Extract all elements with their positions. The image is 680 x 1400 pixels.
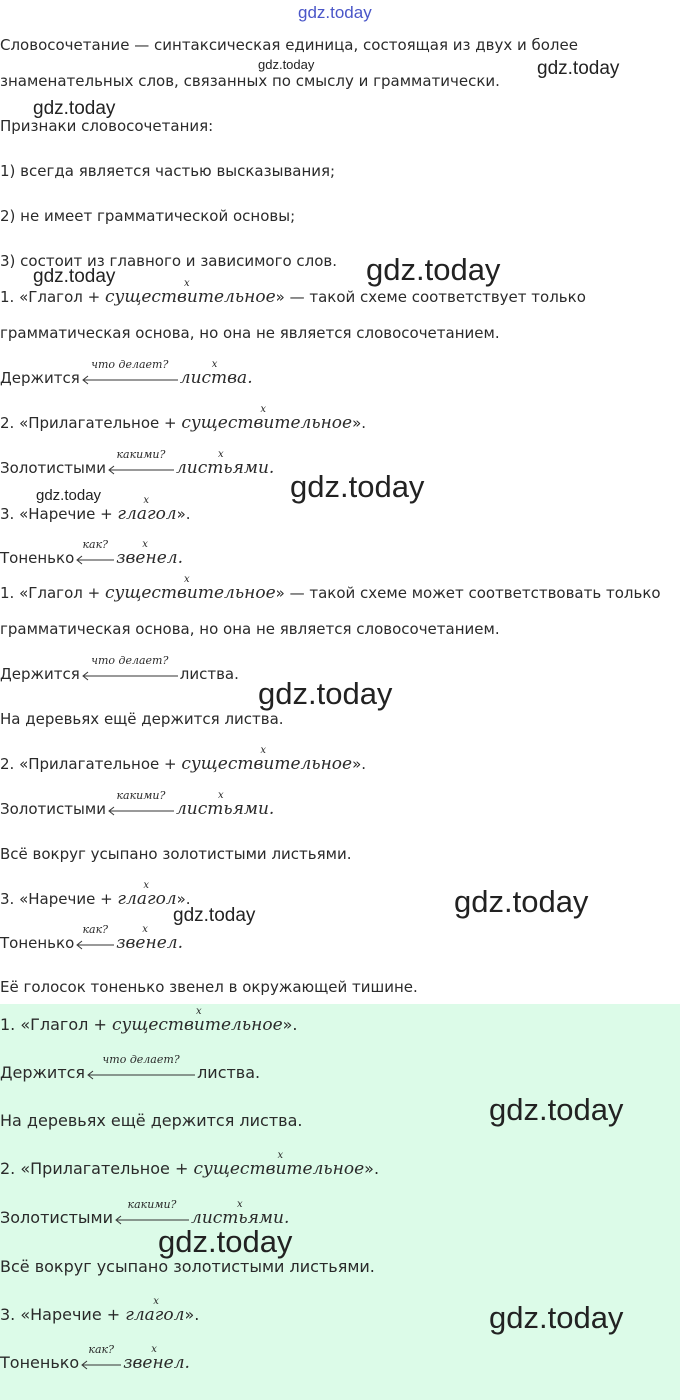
example-sentence: На деревьях ещё держится листва. [0, 710, 284, 728]
watermark: gdz.today [33, 266, 116, 287]
noun-word: существительное x [181, 413, 352, 433]
example-sentence: Её голосок тоненько звенел в окружающей тишине. [0, 978, 418, 996]
x-mark: x [237, 1199, 243, 1210]
dependent-word: листьями x [176, 458, 269, 478]
x-mark: x [151, 1344, 157, 1355]
definition-line-1: Словосочетание — синтаксическая единица, состоящая из двух и более [0, 36, 578, 54]
scheme-3: 3. «Наречие + глагол x ». [0, 1305, 199, 1325]
arrow-left-icon: как? [76, 553, 114, 563]
x-mark: x [195, 1006, 202, 1017]
x-mark: x [183, 278, 190, 289]
verb-word: глагол x [125, 1305, 184, 1325]
watermark: gdz.today [366, 252, 501, 287]
x-mark: x [142, 924, 148, 935]
verb-word: глагол x [117, 504, 176, 524]
watermark: gdz.today [258, 57, 315, 72]
dependent-word: звенел x [123, 1353, 184, 1373]
watermark: gdz.today [489, 1092, 624, 1127]
definition-line-2: знаменательных слов, связанных по смыслу и грамматически. [0, 72, 500, 90]
sign-item: 3) состоит из главного и зависимого слов. [0, 252, 338, 270]
sign-item: 2) не имеет грамматической основы; [0, 207, 296, 225]
arrow-left-icon: что делает? [82, 373, 178, 383]
x-mark: x [153, 1296, 159, 1307]
noun-word: существительное x [105, 287, 276, 307]
arrow-left-icon: что делает? [87, 1068, 195, 1078]
example-sentence: Всё вокруг усыпано золотистыми листьями. [0, 1257, 375, 1276]
arrow-left-icon: как? [76, 938, 114, 948]
x-mark: x [211, 359, 218, 370]
watermark: gdz.today [36, 487, 102, 504]
dependent-word: звенел x [116, 933, 177, 953]
answer-box [0, 1004, 680, 1400]
dependent-word: звенел x [116, 548, 177, 568]
sign-item: 1) всегда является частью высказывания; [0, 162, 336, 180]
x-mark: x [143, 495, 150, 506]
scheme-3: 3. «Наречие + глагол x ». [0, 889, 191, 909]
x-mark: x [143, 880, 150, 891]
arrow-left-icon: какими? [115, 1213, 189, 1223]
verb-word: глагол x [117, 889, 176, 909]
x-mark: x [277, 1150, 284, 1161]
arrow-left-icon: какими? [108, 463, 174, 473]
scheme-1: 1. «Глагол + существительное x ». [0, 1015, 298, 1035]
watermark: gdz.today [537, 58, 620, 79]
watermark: gdz.today [290, 469, 425, 504]
arrow-left-icon: какими? [108, 804, 174, 814]
scheme-1-line-2: грамматическая основа, но она не является словосочетанием. [0, 324, 500, 342]
x-mark: x [260, 404, 267, 415]
scheme-1-line-2: грамматическая основа, но она не является словосочетанием. [0, 620, 500, 638]
example-phrase: Тоненько как? звенел x . [0, 933, 183, 953]
scheme-2: 2. «Прилагательное + существительное x ». [0, 1159, 379, 1179]
example-phrase: Золотистыми какими? листьями x . [0, 458, 274, 478]
example-phrase: Золотистыми какими? листьями x . [0, 799, 274, 819]
watermark: gdz.today [33, 98, 116, 119]
dependent-word: листьями x [191, 1208, 284, 1228]
scheme-3: 3. «Наречие + глагол x ». [0, 504, 191, 524]
noun-word: существительное x [193, 1159, 364, 1179]
watermark: gdz.today [298, 3, 372, 22]
scheme-2: 2. «Прилагательное + существительное x ». [0, 754, 366, 774]
watermark: gdz.today [489, 1300, 624, 1335]
dependent-word: листьями x [176, 799, 269, 819]
watermark: gdz.today [258, 676, 393, 711]
example-sentence: На деревьях ещё держится листва. [0, 1111, 303, 1130]
dependent-word: листва. [197, 1063, 261, 1082]
dependent-word: листва. [179, 665, 239, 683]
arrow-left-icon: как? [81, 1358, 121, 1368]
example-phrase: Тоненько как? звенел x . [0, 1353, 190, 1373]
arrow-left-icon: что делает? [82, 669, 178, 679]
example-phrase: Золотистыми какими? листьями x . [0, 1208, 289, 1228]
watermark: gdz.today [158, 1224, 293, 1259]
watermark: gdz.today [173, 905, 256, 926]
scheme-1-line-1: 1. «Глагол + существительное x » — такой схеме соответствует только [0, 287, 586, 307]
noun-word: существительное x [181, 754, 352, 774]
watermark: gdz.today [454, 884, 589, 919]
dependent-word: листва x [180, 368, 247, 388]
example-sentence: Всё вокруг усыпано золотистыми листьями. [0, 845, 352, 863]
example-phrase: Держится что делает? листва x . [0, 368, 253, 388]
x-mark: x [183, 574, 190, 585]
scheme-2: 2. «Прилагательное + существительное x ». [0, 413, 366, 433]
x-mark: x [142, 539, 148, 550]
noun-word: существительное x [112, 1015, 283, 1035]
x-mark: x [260, 745, 267, 756]
signs-title: Признаки словосочетания: [0, 117, 214, 135]
example-phrase: Держится что делает? листва. [0, 654, 239, 683]
x-mark: x [217, 790, 224, 801]
x-mark: x [217, 449, 224, 460]
example-phrase: Держится что делает? листва. [0, 1053, 261, 1082]
example-phrase: Тоненько как? звенел x . [0, 548, 183, 568]
scheme-1-line-1: 1. «Глагол + существительное x » — такой схеме может соответствовать только [0, 583, 661, 603]
noun-word: существительное x [105, 583, 276, 603]
